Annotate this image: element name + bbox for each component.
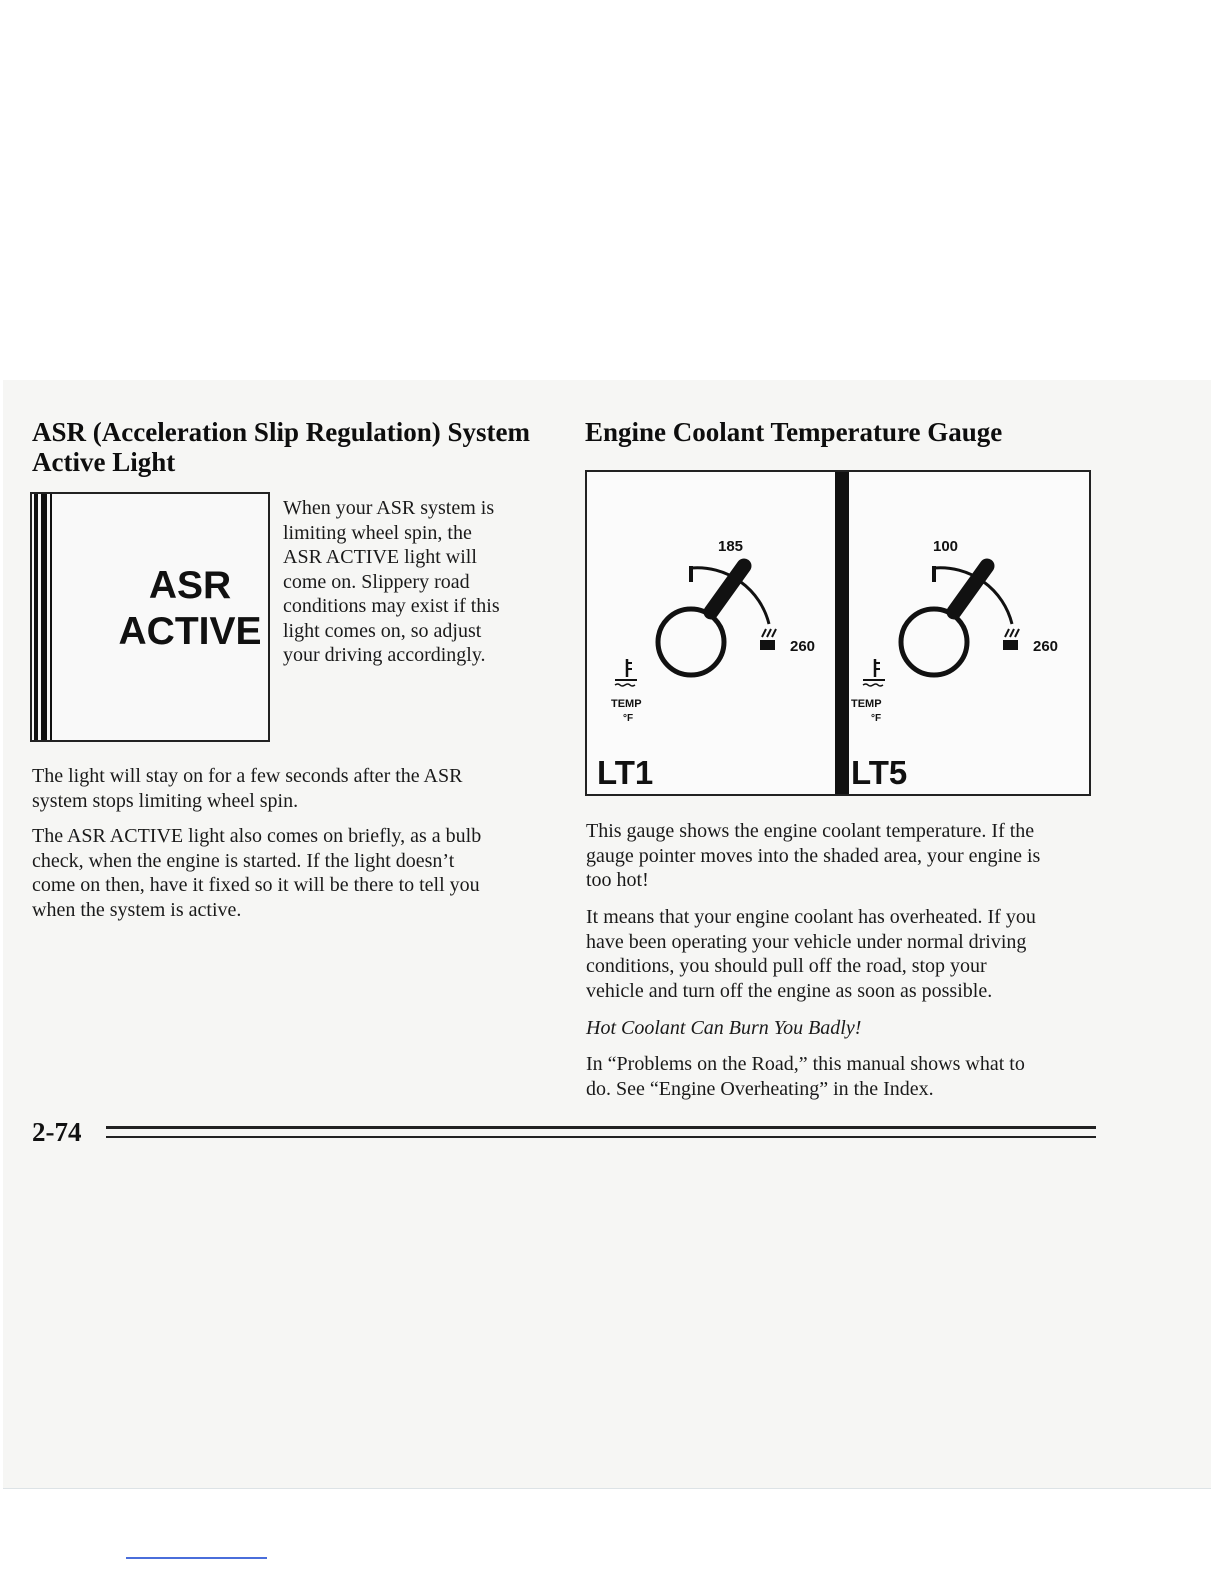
- text-line: The light will stay on for a few seconds after the ASR: [32, 765, 463, 787]
- asr-side-paragraph: [283, 496, 553, 668]
- asr-paragraph-2: [32, 824, 562, 922]
- asr-section-heading: ASR (Acceleration Slip Regulation) System Active Light: [32, 417, 530, 477]
- text-line: have been operating your vehicle under normal driving: [586, 930, 1027, 953]
- text-line: vehicle and turn off the engine as soon as possible.: [586, 979, 993, 1002]
- text-line: gauge pointer moves into the shaded area, your engine is: [586, 844, 1041, 867]
- gauge-lt5-engine-label: LT5: [851, 754, 908, 791]
- footer-rule: [106, 1126, 1096, 1129]
- gauge-hub: [901, 609, 967, 675]
- coolant-paragraph-3: [586, 1052, 1126, 1101]
- text-line: come on then, have it fixed so it will be there to tell you: [32, 874, 480, 896]
- indicator-text-active: ACTIVE: [118, 610, 262, 653]
- gauge-hot-zone: [760, 640, 775, 650]
- text-line: come on. Slippery road: [283, 570, 470, 593]
- gauge-hot-zone: [1003, 640, 1018, 650]
- indicator-stripe: [50, 494, 52, 740]
- coolant-paragraph-1: [586, 819, 1126, 893]
- coolant-gauge-illustration: [585, 470, 1091, 796]
- bottom-underline: [126, 1557, 267, 1559]
- asr-active-indicator: [30, 492, 270, 742]
- text-line: conditions may exist if this: [283, 595, 500, 617]
- gauge-lt1-mid-value: 185: [718, 538, 744, 555]
- text-line: when the system is active.: [32, 898, 242, 921]
- thermometer-icon: [863, 659, 885, 686]
- text-line: ASR ACTIVE light will: [283, 546, 477, 568]
- gauge-hatch: [767, 629, 771, 637]
- asr-paragraph-1: [32, 764, 562, 813]
- gauge-hatch: [762, 629, 766, 637]
- text-line: When your ASR system is: [283, 497, 495, 519]
- text-line: too hot!: [586, 869, 649, 891]
- gauge-hatch: [1005, 629, 1009, 637]
- text-line: system stops limiting wheel spin.: [32, 789, 299, 812]
- footer-rule: [106, 1136, 1096, 1138]
- gauge-lt1-high-value: 260: [790, 638, 816, 655]
- gauge-hatch: [772, 629, 776, 637]
- coolant-warning: Hot Coolant Can Burn You Badly!: [586, 1017, 862, 1039]
- gauge-hatch: [1015, 629, 1019, 637]
- gauge-lt5-dial: [901, 566, 1019, 675]
- text-line: limiting wheel spin, the: [283, 521, 472, 544]
- text-line: check, when the engine is started. If the light doesn’t: [32, 849, 455, 872]
- gauge-lt1-dial: [658, 566, 776, 675]
- gauge-lt5-unit: °F: [871, 713, 882, 724]
- gauge-lt1-unit: °F: [623, 713, 634, 724]
- gauge-hub: [658, 609, 724, 675]
- gauge-hatch: [1010, 629, 1014, 637]
- text-line: In “Problems on the Road,” this manual shows what to: [586, 1053, 1025, 1075]
- thermometer-icon: [615, 659, 637, 686]
- text-line: The ASR ACTIVE light also comes on briefly, as a bulb: [32, 825, 482, 847]
- text-line: It means that your engine coolant has overheated. If you: [586, 906, 1036, 928]
- text-line: This gauge shows the engine coolant temperature. If the: [586, 820, 1035, 842]
- coolant-paragraph-2: [586, 905, 1126, 1003]
- text-line: your driving accordingly.: [283, 644, 486, 666]
- gauge-lt5-mid-value: 100: [933, 538, 959, 555]
- page-number: 2-74: [32, 1117, 82, 1147]
- gauge-lt1-temp-label: TEMP: [611, 698, 642, 710]
- indicator-text-asr: ASR: [148, 564, 232, 607]
- gauge-lt5-high-value: 260: [1033, 638, 1059, 655]
- text-line: conditions, you should pull off the road, stop your: [586, 955, 987, 977]
- text-line: light comes on, so adjust: [283, 619, 482, 642]
- gauge-lt1-engine-label: LT1: [597, 754, 654, 791]
- gauge-divider: [835, 472, 849, 794]
- indicator-stripe: [34, 494, 38, 740]
- gauge-drawing: [587, 472, 1089, 794]
- indicator-stripe: [41, 494, 47, 740]
- coolant-section-heading: Engine Coolant Temperature Gauge: [585, 417, 1003, 447]
- text-line: do. See “Engine Overheating” in the Index.: [586, 1077, 934, 1100]
- gauge-lt5-temp-label: TEMP: [851, 698, 882, 710]
